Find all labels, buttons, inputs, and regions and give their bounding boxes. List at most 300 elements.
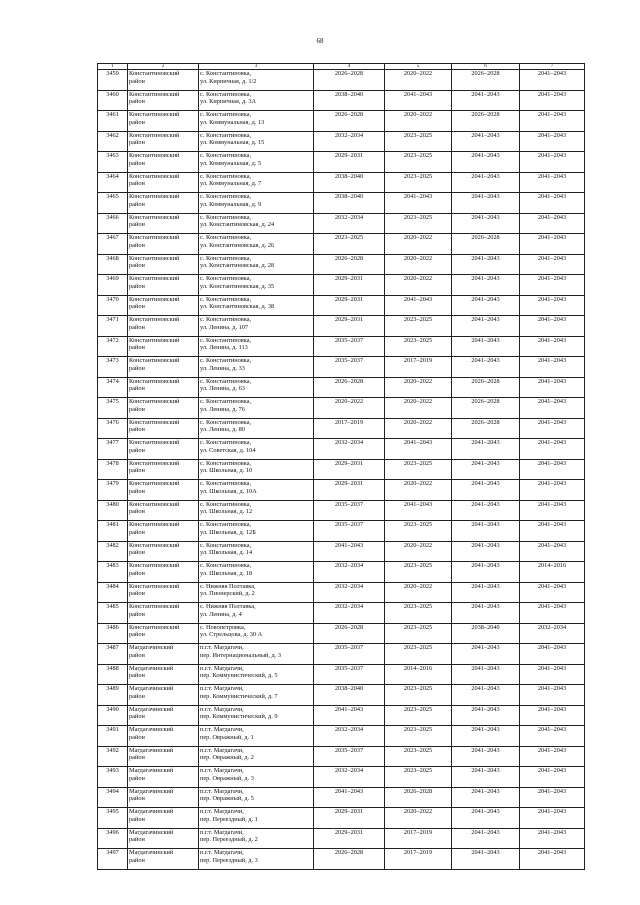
address-cell-text: с. Константиновка, — [200, 439, 252, 446]
address-cell — [199, 398, 314, 419]
row-number-cell — [98, 193, 128, 214]
district-cell-text: район — [129, 836, 145, 844]
district-cell-text: Константиновский — [129, 336, 180, 344]
period-cell-6 — [452, 787, 520, 808]
address-cell-text: ул. Советская, д. 104 — [200, 446, 256, 454]
period-cell-5-text: 2026–2028 — [403, 787, 433, 795]
period-cell-5 — [385, 193, 452, 214]
period-cell-6 — [452, 336, 520, 357]
period-cell-5-text: 2020–2022 — [403, 398, 433, 405]
period-cell-4 — [314, 767, 385, 788]
period-cell-5 — [385, 562, 452, 583]
period-cell-6 — [452, 439, 520, 460]
period-cell-6 — [452, 726, 520, 747]
period-cell-6-text: 2038–2040 — [471, 623, 500, 631]
district-cell — [128, 152, 199, 173]
period-cell-6-text: 2041–2043 — [471, 295, 500, 303]
period-cell-4 — [314, 685, 385, 706]
district-cell — [128, 234, 199, 255]
address-cell — [199, 459, 314, 480]
row-number-cell — [98, 562, 128, 583]
period-cell-4-text: 2041–2043 — [334, 541, 364, 549]
period-cell-4-text: 2023–2025 — [334, 234, 364, 241]
period-cell-7-text: 2041–2043 — [537, 685, 567, 692]
period-cell-4-text: 2029–2031 — [334, 316, 364, 323]
address-cell-text: с. Константиновка, — [200, 234, 252, 241]
address-cell — [199, 336, 314, 357]
address-cell-text: с. Нижняя Полтавка, — [200, 603, 256, 610]
address-cell-text: пер. Овражный, д. 3 — [200, 774, 254, 782]
address-cell — [199, 685, 314, 706]
period-cell-6 — [452, 152, 520, 173]
district-cell-text: район — [129, 426, 145, 434]
period-cell-6-text: 2041–2043 — [471, 664, 500, 672]
period-cell-7-text: 2041–2043 — [537, 316, 567, 323]
district-cell-text: район — [129, 487, 145, 495]
district-cell — [128, 582, 199, 603]
period-cell-4-text: 2035–2037 — [334, 500, 364, 508]
district-cell — [128, 562, 199, 583]
table-row — [98, 234, 585, 255]
period-cell-6 — [452, 70, 520, 91]
district-cell — [128, 111, 199, 132]
row-number-cell-text: 3491 — [106, 726, 119, 733]
address-cell-text: с. Константиновка, — [200, 336, 252, 344]
district-cell-text: Константиновский — [129, 172, 180, 180]
district-cell-text: район — [129, 631, 145, 639]
period-cell-4 — [314, 439, 385, 460]
period-cell-4-text: 2026–2028 — [334, 70, 364, 77]
period-cell-7 — [520, 152, 585, 173]
column-header: 5 — [385, 64, 452, 70]
period-cell-6-text: 2041–2043 — [471, 480, 500, 487]
district-cell-text: Константиновский — [129, 131, 180, 139]
period-cell-6-text: 2041–2043 — [471, 152, 500, 159]
period-cell-7-text: 2041–2043 — [537, 644, 567, 651]
table-row — [98, 193, 585, 214]
district-cell-text: район — [129, 856, 145, 864]
period-cell-4 — [314, 623, 385, 644]
period-cell-7-text: 2041–2043 — [537, 213, 567, 221]
address-cell-text: с. Константиновка, — [200, 90, 252, 98]
row-number-cell — [98, 377, 128, 398]
district-cell-text: Константиновский — [129, 213, 180, 221]
row-number-cell — [98, 808, 128, 829]
period-cell-6-text: 2041–2043 — [471, 767, 500, 774]
period-cell-4 — [314, 664, 385, 685]
address-cell — [199, 316, 314, 337]
address-cell — [199, 70, 314, 91]
address-cell-text: с. Константиновка, — [200, 172, 252, 180]
row-number-cell-text: 3497 — [106, 849, 119, 856]
table-row — [98, 746, 585, 767]
district-cell — [128, 70, 199, 91]
period-cell-5-text: 2023–2025 — [403, 521, 433, 528]
district-cell — [128, 336, 199, 357]
address-cell-text: пер. Коммунистический, д. 9 — [200, 713, 278, 721]
period-cell-6 — [452, 418, 520, 439]
district-cell-text: район — [129, 528, 145, 536]
address-cell — [199, 90, 314, 111]
district-cell — [128, 316, 199, 337]
period-cell-5-text: 2017–2019 — [403, 849, 433, 856]
row-number-cell — [98, 828, 128, 849]
period-cell-5 — [385, 623, 452, 644]
address-cell-text: с. Константиновка, — [200, 418, 252, 426]
district-cell-text: район — [129, 508, 145, 516]
period-cell-5 — [385, 480, 452, 501]
period-cell-7 — [520, 603, 585, 624]
address-cell-text: с. Новопетровка, — [200, 623, 246, 631]
period-cell-7 — [520, 357, 585, 378]
period-cell-7-text: 2041–2043 — [537, 90, 567, 98]
address-cell-text: с. Константиновка, — [200, 254, 252, 262]
period-cell-5-text: 2023–2025 — [403, 705, 433, 713]
period-cell-4 — [314, 172, 385, 193]
period-cell-7 — [520, 664, 585, 685]
period-cell-6-text: 2041–2043 — [471, 254, 500, 262]
period-cell-5-text: 2020–2022 — [403, 480, 433, 487]
period-cell-6-text: 2041–2043 — [471, 726, 500, 733]
row-number-cell — [98, 726, 128, 747]
district-cell-text: Константиновский — [129, 480, 180, 487]
period-cell-5-text: 2023–2025 — [403, 746, 433, 754]
table-row — [98, 316, 585, 337]
period-cell-5-text: 2041–2043 — [403, 439, 433, 446]
district-cell-text: район — [129, 713, 145, 721]
period-cell-7 — [520, 726, 585, 747]
table-row — [98, 254, 585, 275]
period-cell-4 — [314, 603, 385, 624]
period-cell-7 — [520, 254, 585, 275]
period-cell-4 — [314, 541, 385, 562]
address-cell-text: ул. Коммунальная, д. 7 — [200, 180, 262, 188]
period-cell-4 — [314, 582, 385, 603]
row-number-cell — [98, 787, 128, 808]
district-cell-text: Константиновский — [129, 275, 180, 282]
period-cell-5 — [385, 234, 452, 255]
period-cell-4 — [314, 295, 385, 316]
period-cell-7-text: 2041–2043 — [537, 705, 567, 713]
period-cell-7 — [520, 582, 585, 603]
period-cell-6 — [452, 664, 520, 685]
column-header: 4 — [314, 64, 385, 70]
address-cell-text: п.г.т. Магдагачи, — [200, 787, 244, 795]
period-cell-5-text: 2020–2022 — [403, 418, 433, 426]
address-cell-text: пер. Переездный, д. 3 — [200, 856, 258, 864]
address-cell-text: ул. Константиновская, д. 26 — [200, 241, 275, 249]
period-cell-5 — [385, 500, 452, 521]
address-cell — [199, 275, 314, 296]
period-cell-5 — [385, 213, 452, 234]
address-cell-text: ул. Школьная, д. 18 — [200, 569, 253, 577]
address-cell-text: п.г.т. Магдагачи, — [200, 644, 244, 651]
period-cell-7-text: 2041–2043 — [537, 111, 567, 118]
period-cell-7-text: 2041–2043 — [537, 193, 567, 200]
district-cell-text: Магдагачинский — [129, 705, 174, 713]
row-number-cell-text: 3488 — [106, 664, 119, 672]
table-row — [98, 849, 585, 870]
address-cell-text: ул. Ленина, д. 80 — [200, 426, 245, 434]
district-cell-text: Магдагачинский — [129, 644, 174, 651]
period-cell-6-text: 2041–2043 — [471, 808, 500, 815]
period-cell-4 — [314, 316, 385, 337]
period-cell-5 — [385, 439, 452, 460]
table-row — [98, 377, 585, 398]
address-cell — [199, 131, 314, 152]
table-row — [98, 623, 585, 644]
table-row — [98, 213, 585, 234]
period-cell-4 — [314, 275, 385, 296]
table-row — [98, 562, 585, 583]
address-cell-text: пер. Овражный, д. 5 — [200, 795, 254, 803]
period-cell-4 — [314, 111, 385, 132]
period-cell-5 — [385, 664, 452, 685]
district-cell-text: Константиновский — [129, 582, 180, 590]
district-cell — [128, 90, 199, 111]
period-cell-4 — [314, 131, 385, 152]
period-cell-6-text: 2041–2043 — [471, 849, 500, 856]
period-cell-5 — [385, 644, 452, 665]
row-number-cell-text: 3467 — [106, 234, 119, 241]
period-cell-6-text: 2041–2043 — [471, 541, 500, 549]
period-cell-6 — [452, 275, 520, 296]
period-cell-5-text: 2023–2025 — [403, 767, 433, 774]
address-cell — [199, 234, 314, 255]
row-number-cell-text: 3478 — [106, 459, 119, 467]
period-cell-4 — [314, 787, 385, 808]
period-cell-4-text: 2035–2037 — [334, 357, 364, 364]
period-cell-4 — [314, 562, 385, 583]
row-number-cell-text: 3471 — [106, 316, 119, 323]
district-cell-text: Магдагачинский — [129, 787, 174, 795]
period-cell-7 — [520, 644, 585, 665]
district-cell — [128, 767, 199, 788]
row-number-cell — [98, 418, 128, 439]
period-cell-6-text: 2041–2043 — [471, 90, 500, 98]
period-cell-6 — [452, 193, 520, 214]
address-cell — [199, 111, 314, 132]
district-cell — [128, 623, 199, 644]
period-cell-6 — [452, 111, 520, 132]
address-cell-text: ул. Ленина, д. 63 — [200, 385, 245, 393]
district-cell-text: Константиновский — [129, 111, 180, 118]
period-cell-4 — [314, 705, 385, 726]
period-cell-4-text: 2032–2034 — [334, 767, 364, 774]
period-cell-4-text: 2041–2043 — [334, 705, 364, 713]
period-cell-4 — [314, 459, 385, 480]
row-number-cell — [98, 541, 128, 562]
period-cell-4-text: 2020–2022 — [334, 398, 364, 405]
row-number-cell-text: 3492 — [106, 746, 119, 754]
row-number-cell — [98, 644, 128, 665]
column-header: 2 — [128, 64, 199, 70]
district-cell — [128, 685, 199, 706]
period-cell-6 — [452, 808, 520, 829]
table-row — [98, 357, 585, 378]
period-cell-4-text: 2032–2034 — [334, 213, 364, 221]
period-cell-7 — [520, 295, 585, 316]
district-cell-text: район — [129, 549, 145, 557]
period-cell-6 — [452, 398, 520, 419]
period-cell-7-text: 2041–2043 — [537, 295, 567, 303]
district-cell-text: Константиновский — [129, 295, 180, 303]
table-row — [98, 418, 585, 439]
column-header: 7 — [520, 64, 585, 70]
period-cell-5 — [385, 582, 452, 603]
row-number-cell — [98, 295, 128, 316]
district-cell-text: Магдагачинский — [129, 726, 174, 733]
district-cell-text: Константиновский — [129, 541, 180, 549]
period-cell-7-text: 2041–2043 — [537, 234, 567, 241]
period-cell-5-text: 2023–2025 — [403, 152, 433, 159]
table-row — [98, 767, 585, 788]
address-cell-text: с. Константиновка, — [200, 193, 252, 200]
district-cell-text: район — [129, 795, 145, 803]
period-cell-6 — [452, 685, 520, 706]
address-cell-text: с. Константиновка, — [200, 213, 252, 221]
period-cell-4 — [314, 90, 385, 111]
period-cell-6-text: 2041–2043 — [471, 213, 500, 221]
period-cell-4 — [314, 70, 385, 91]
period-cell-4 — [314, 418, 385, 439]
period-cell-5 — [385, 295, 452, 316]
address-cell-text: с. Константиновка, — [200, 398, 252, 405]
period-cell-5 — [385, 705, 452, 726]
period-cell-6 — [452, 357, 520, 378]
period-cell-6-text: 2026–2028 — [471, 111, 500, 118]
district-cell-text: район — [129, 323, 145, 331]
address-cell-text: ул. Коммунальная, д. 5 — [200, 159, 262, 167]
district-cell-text: район — [129, 159, 145, 167]
period-cell-5 — [385, 172, 452, 193]
period-cell-6-text: 2041–2043 — [471, 275, 500, 282]
district-cell-text: район — [129, 815, 145, 823]
period-cell-5-text: 2020–2022 — [403, 582, 433, 590]
row-number-cell-text: 3496 — [106, 828, 119, 836]
row-number-cell-text: 3495 — [106, 808, 119, 815]
period-cell-7-text: 2041–2043 — [537, 377, 567, 385]
period-cell-6 — [452, 849, 520, 870]
district-cell-text: район — [129, 467, 145, 475]
row-number-cell — [98, 500, 128, 521]
district-cell — [128, 254, 199, 275]
table-row — [98, 603, 585, 624]
district-cell — [128, 480, 199, 501]
period-cell-5 — [385, 685, 452, 706]
period-cell-5-text: 2023–2025 — [403, 131, 433, 139]
period-cell-4 — [314, 521, 385, 542]
period-cell-5-text: 2020–2022 — [403, 377, 433, 385]
address-cell — [199, 357, 314, 378]
period-cell-7 — [520, 131, 585, 152]
address-cell-text: ул. Константиновская, д. 38 — [200, 303, 275, 311]
period-cell-7 — [520, 275, 585, 296]
row-number-cell-text: 3473 — [106, 357, 119, 364]
address-cell — [199, 849, 314, 870]
period-cell-7 — [520, 500, 585, 521]
district-cell-text: Константиновский — [129, 562, 180, 569]
period-cell-5 — [385, 459, 452, 480]
period-cell-5 — [385, 828, 452, 849]
address-cell-text: с. Константиновка, — [200, 459, 252, 467]
period-cell-5-text: 2020–2022 — [403, 111, 433, 118]
period-cell-6-text: 2041–2043 — [471, 521, 500, 528]
district-cell — [128, 295, 199, 316]
period-cell-4 — [314, 213, 385, 234]
period-cell-6-text: 2041–2043 — [471, 582, 500, 590]
period-cell-6 — [452, 623, 520, 644]
district-cell — [128, 193, 199, 214]
period-cell-6 — [452, 705, 520, 726]
period-cell-6-text: 2041–2043 — [471, 172, 500, 180]
table-row — [98, 500, 585, 521]
period-cell-7 — [520, 767, 585, 788]
row-number-cell-text: 3463 — [106, 152, 119, 159]
period-cell-4 — [314, 480, 385, 501]
period-cell-7-text: 2041–2043 — [537, 500, 567, 508]
address-cell-text: п.г.т. Магдагачи, — [200, 664, 244, 672]
period-cell-7 — [520, 787, 585, 808]
period-cell-4 — [314, 357, 385, 378]
period-cell-7-text: 2041–2043 — [537, 439, 567, 446]
period-cell-7 — [520, 172, 585, 193]
period-cell-6 — [452, 234, 520, 255]
address-cell — [199, 705, 314, 726]
period-cell-4-text: 2029–2031 — [334, 808, 364, 815]
row-number-cell-text: 3489 — [106, 685, 119, 692]
address-cell-text: ул. Ленина, д. 113 — [200, 344, 248, 352]
period-cell-4 — [314, 726, 385, 747]
period-cell-5-text: 2020–2022 — [403, 808, 433, 815]
district-cell — [128, 746, 199, 767]
address-cell-text: п.г.т. Магдагачи, — [200, 828, 244, 836]
district-cell — [128, 664, 199, 685]
period-cell-5-text: 2023–2025 — [403, 213, 433, 221]
district-cell — [128, 603, 199, 624]
address-cell-text: ул. Ленина, д. 33 — [200, 364, 245, 372]
period-cell-5-text: 2041–2043 — [403, 193, 433, 200]
period-cell-5-text: 2023–2025 — [403, 685, 433, 692]
period-cell-4 — [314, 377, 385, 398]
district-cell-text: Магдагачинский — [129, 664, 174, 672]
period-cell-7-text: 2041–2043 — [537, 726, 567, 733]
period-cell-4 — [314, 644, 385, 665]
row-number-cell — [98, 582, 128, 603]
address-cell-text: ул. Школьная, д. 12Б — [200, 528, 256, 536]
period-cell-7-text: 2041–2043 — [537, 541, 567, 549]
row-number-cell-text: 3477 — [106, 439, 119, 446]
address-cell-text: п.г.т. Магдагачи, — [200, 767, 244, 774]
period-cell-7 — [520, 808, 585, 829]
row-number-cell — [98, 685, 128, 706]
period-cell-4 — [314, 152, 385, 173]
period-cell-5 — [385, 377, 452, 398]
period-cell-7 — [520, 398, 585, 419]
table-row — [98, 541, 585, 562]
period-cell-5-text: 2020–2022 — [403, 541, 433, 549]
address-cell-text: с. Константиновка, — [200, 70, 252, 77]
period-cell-7-text: 2014–2016 — [537, 562, 567, 569]
district-cell — [128, 418, 199, 439]
period-cell-4 — [314, 746, 385, 767]
address-cell — [199, 193, 314, 214]
district-cell-text: район — [129, 385, 145, 393]
period-cell-7-text: 2041–2043 — [537, 459, 567, 467]
district-cell — [128, 705, 199, 726]
period-cell-6-text: 2041–2043 — [471, 828, 500, 836]
period-cell-7 — [520, 439, 585, 460]
